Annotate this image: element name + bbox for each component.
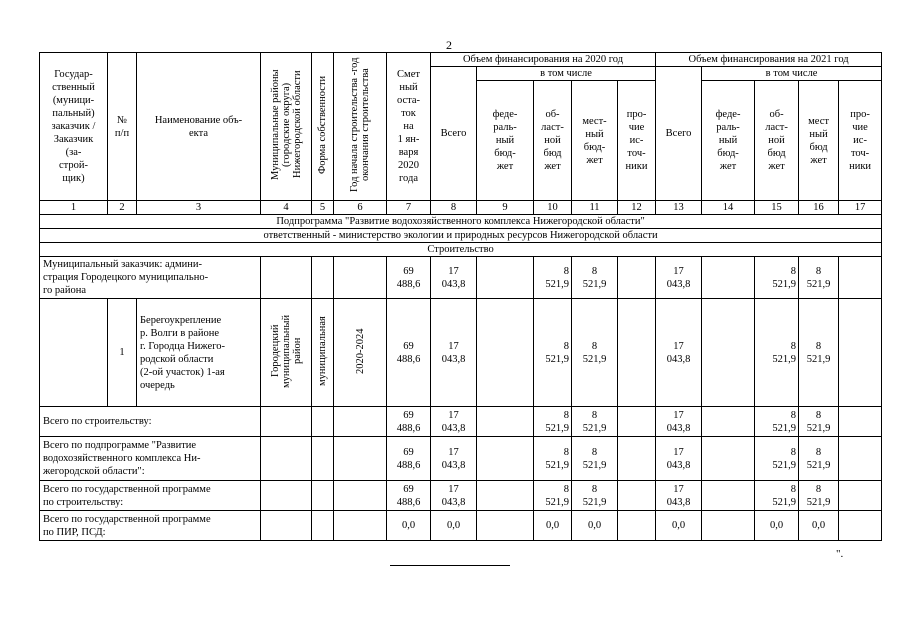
value-regional-2020: 8 521,9 (534, 299, 572, 407)
header-other-2020: про- чие ис- точ- ники (618, 81, 656, 201)
col-num: 4 (261, 201, 312, 215)
value-regional-2020: 8 521,9 (534, 437, 572, 481)
responsible-text: ответственный - министерство экологии и природных ресурсов Нижегородской области (40, 229, 882, 243)
total-row (40, 437, 882, 481)
empty-cell (618, 299, 656, 407)
col-num: 5 (312, 201, 334, 215)
object-ownership (312, 299, 334, 407)
empty-cell (477, 437, 534, 481)
empty-cell (261, 257, 312, 299)
value-total-2020: 17 043,8 (431, 257, 477, 299)
col-num: 11 (572, 201, 618, 215)
section-title: Строительство (40, 243, 882, 257)
empty-cell (618, 511, 656, 541)
empty-cell (312, 407, 334, 437)
header-row-1 (40, 53, 882, 67)
col-num: 10 (534, 201, 572, 215)
responsible-row (40, 229, 882, 243)
value-local-2020: 0,0 (572, 511, 618, 541)
col-num: 2 (108, 201, 137, 215)
value-local-2020: 8 521,9 (572, 481, 618, 511)
empty-cell (312, 511, 334, 541)
value-local-2021: 0,0 (799, 511, 839, 541)
value-total-2021: 17 043,8 (656, 437, 702, 481)
empty-cell (334, 407, 387, 437)
empty-cell (334, 437, 387, 481)
empty-cell (334, 511, 387, 541)
value-regional-2021: 8 521,9 (755, 437, 799, 481)
value-local-2021: 8 521,9 (799, 299, 839, 407)
empty-cell (261, 437, 312, 481)
value-regional-2021: 8 521,9 (755, 257, 799, 299)
empty-cell (334, 257, 387, 299)
value-local-2020: 8 521,9 (572, 299, 618, 407)
col-num: 7 (387, 201, 431, 215)
value-total-2021: 17 043,8 (656, 407, 702, 437)
empty-cell (702, 437, 755, 481)
total-label: Всего по строительству: (40, 407, 261, 437)
col-num: 6 (334, 201, 387, 215)
header-estimate: Смет ный оста- ток на 1 ян- варя 2020 года (387, 53, 431, 201)
value-regional-2020: 8 521,9 (534, 407, 572, 437)
value-local-2021: 8 521,9 (799, 407, 839, 437)
empty-cell (839, 257, 882, 299)
header-years (334, 53, 387, 201)
value-local-2021: 8 521,9 (799, 437, 839, 481)
total-label: Всего по государственной программе по строительству: (40, 481, 261, 511)
col-num: 8 (431, 201, 477, 215)
col-num: 13 (656, 201, 702, 215)
value-estimate: 69 488,6 (387, 407, 431, 437)
value-local-2020: 8 521,9 (572, 437, 618, 481)
customer-row (40, 257, 882, 299)
object-num: 1 (108, 299, 137, 407)
header-incl-2020: в том числе (477, 67, 656, 81)
header-total-2021: Всего (656, 67, 702, 201)
header-regional-2020: об- ласт- ной бюд жет (534, 81, 572, 201)
value-regional-2021: 8 521,9 (755, 299, 799, 407)
signature-line (390, 565, 510, 566)
header-districts (261, 53, 312, 201)
subprogram-title: Подпрограмма "Развитие водохозяйственного комплекса Нижегородской области" (40, 215, 882, 229)
empty-cell (702, 257, 755, 299)
col-num: 12 (618, 201, 656, 215)
customer-label: Муниципальный заказчик: админи- страция Городецкого муниципально- го района (40, 257, 261, 299)
empty-cell (839, 481, 882, 511)
empty-cell (40, 299, 108, 407)
header-ownership-text: Форма собственности (317, 75, 328, 174)
value-regional-2020: 8 521,9 (534, 257, 572, 299)
object-district (261, 299, 312, 407)
total-row (40, 511, 882, 541)
empty-cell (839, 299, 882, 407)
empty-cell (702, 407, 755, 437)
value-estimate: 69 488,6 (387, 299, 431, 407)
column-numbers-row (40, 201, 882, 215)
value-total-2020: 0,0 (431, 511, 477, 541)
empty-cell (477, 257, 534, 299)
value-total-2020: 17 043,8 (431, 299, 477, 407)
value-total-2020: 17 043,8 (431, 407, 477, 437)
object-years-text: 2020-2024 (354, 327, 366, 374)
value-estimate: 69 488,6 (387, 257, 431, 299)
empty-cell (702, 511, 755, 541)
total-row (40, 481, 882, 511)
value-regional-2020: 0,0 (534, 511, 572, 541)
object-years (334, 299, 387, 407)
empty-cell (312, 437, 334, 481)
empty-cell (618, 407, 656, 437)
header-regional-2021: об- ласт- ной бюд жет (755, 81, 799, 201)
value-estimate: 69 488,6 (387, 481, 431, 511)
section-row (40, 243, 882, 257)
financing-table (39, 52, 882, 541)
empty-cell (261, 511, 312, 541)
header-local-2020: мест- ный бюд- жет (572, 81, 618, 201)
header-local-2021: мест ный бюд жет (799, 81, 839, 201)
value-local-2021: 8 521,9 (799, 481, 839, 511)
col-num: 3 (137, 201, 261, 215)
object-row (40, 299, 882, 407)
header-ownership (312, 53, 334, 201)
value-regional-2020: 8 521,9 (534, 481, 572, 511)
header-fin2021: Объем финансирования на 2021 год (656, 53, 882, 67)
closing-quote: ". (836, 548, 844, 560)
page-number: 2 (446, 38, 452, 52)
object-name: Берегоукрепление р. Волги в районе г. Городца Нижего- родской области (2-ой участок) 1-ая очередь (137, 299, 261, 407)
object-ownership-text: муниципальная (317, 315, 328, 386)
value-regional-2021: 8 521,9 (755, 481, 799, 511)
empty-cell (261, 481, 312, 511)
header-total-2020: Всего (431, 67, 477, 201)
empty-cell (477, 407, 534, 437)
value-regional-2021: 8 521,9 (755, 407, 799, 437)
empty-cell (312, 481, 334, 511)
header-fin2020: Объем финансирования на 2020 год (431, 53, 656, 67)
empty-cell (618, 437, 656, 481)
empty-cell (702, 299, 755, 407)
empty-cell (261, 407, 312, 437)
header-object-name: Наименование объ- екта (137, 53, 261, 201)
value-total-2020: 17 043,8 (431, 437, 477, 481)
subprogram-row (40, 215, 882, 229)
value-total-2021: 17 043,8 (656, 481, 702, 511)
col-num: 16 (799, 201, 839, 215)
header-federal-2020: феде- раль- ный бюд- жет (477, 81, 534, 201)
empty-cell (477, 299, 534, 407)
empty-cell (312, 257, 334, 299)
header-districts-text: Муниципальные районы (городские округа) Нижегородской области (269, 69, 303, 180)
empty-cell (839, 407, 882, 437)
header-num: № п/п (108, 53, 137, 201)
object-district-text: Городецкий муниципальный район (269, 313, 303, 388)
header-incl-2021: в том числе (702, 67, 882, 81)
empty-cell (839, 511, 882, 541)
empty-cell (477, 511, 534, 541)
header-other-2021: про- чие ис- точ- ники (839, 81, 882, 201)
total-label: Всего по подпрограмме "Развитие водохозяйственного комплекса Ни- жегородской области": (40, 437, 261, 481)
value-estimate: 0,0 (387, 511, 431, 541)
value-local-2020: 8 521,9 (572, 407, 618, 437)
empty-cell (839, 437, 882, 481)
value-total-2021: 0,0 (656, 511, 702, 541)
col-num: 14 (702, 201, 755, 215)
empty-cell (334, 481, 387, 511)
total-row (40, 407, 882, 437)
col-num: 1 (40, 201, 108, 215)
total-label: Всего по государственной программе по ПИР, ПСД: (40, 511, 261, 541)
header-years-text: Год начала строительства -год окончания строительства (349, 57, 371, 192)
value-total-2021: 17 043,8 (656, 299, 702, 407)
empty-cell (477, 481, 534, 511)
value-total-2021: 17 043,8 (656, 257, 702, 299)
value-total-2020: 17 043,8 (431, 481, 477, 511)
header-federal-2021: феде- раль- ный бюд- жет (702, 81, 755, 201)
value-local-2020: 8 521,9 (572, 257, 618, 299)
empty-cell (618, 481, 656, 511)
value-local-2021: 8 521,9 (799, 257, 839, 299)
header-customer: Государ- ственный (муници- пальный) заказчик / Заказчик (за- строй- щик) (40, 53, 108, 201)
value-regional-2021: 0,0 (755, 511, 799, 541)
col-num: 15 (755, 201, 799, 215)
empty-cell (618, 257, 656, 299)
value-estimate: 69 488,6 (387, 437, 431, 481)
col-num: 17 (839, 201, 882, 215)
empty-cell (702, 481, 755, 511)
col-num: 9 (477, 201, 534, 215)
